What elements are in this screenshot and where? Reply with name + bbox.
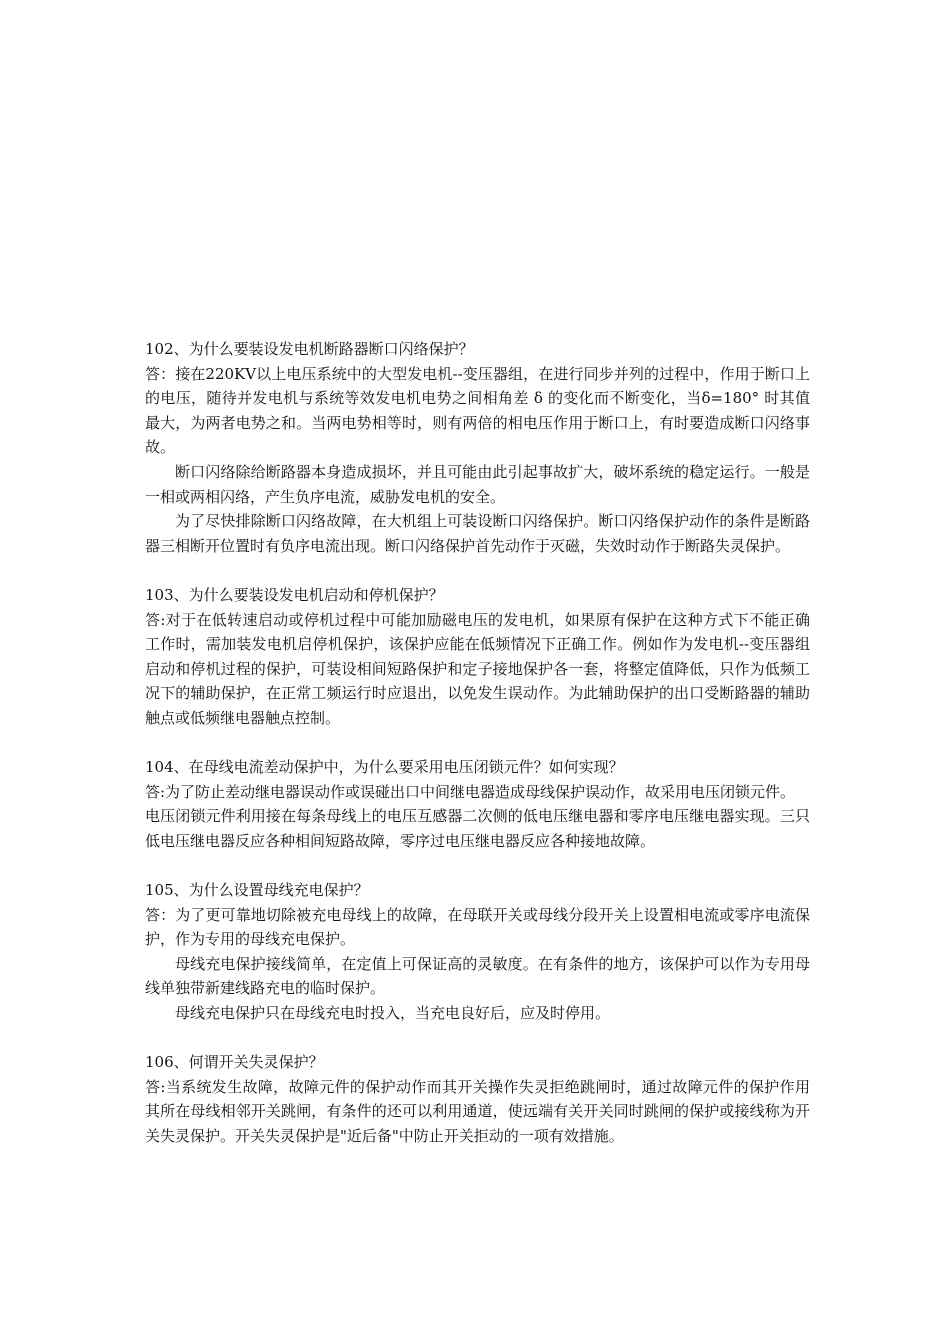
qa-section-104 <box>145 755 810 853</box>
document-body <box>145 337 810 1173</box>
answer-paragraph: 电压闭锁元件利用接在每条母线上的电压互感器二次侧的低电压继电器和零序电压继电器实现。三只低电压继电器反应各种相间短路故障，零序过电压继电器反应各种接地故障。 <box>145 807 810 850</box>
question-heading: 102、为什么要装设发电机断路器断口闪络保护？ <box>145 340 474 358</box>
answer-paragraph: 断口闪络除给断路器本身造成损坏，并且可能由此引起事故扩大，破坏系统的稳定运行。一般是一相或两相闪络，产生负序电流，威胁发电机的安全。 <box>145 462 810 506</box>
qa-section-103 <box>145 583 810 731</box>
qa-section-106 <box>145 1050 810 1148</box>
question-heading: 106、何谓开关失灵保护？ <box>145 1053 324 1072</box>
question-heading: 104、在母线电流差动保护中，为什么要采用电压闭锁元件？如何实现？ <box>145 758 624 777</box>
qa-section-102 <box>145 337 810 558</box>
answer-paragraph: 答：为了更可靠地切除被充电母线上的故障，在母联开关或母线分段开关上设置相电流或零序电流保护，作为专用的母线充电保护。 <box>145 905 810 949</box>
answer-paragraph: 答:为了防止差动继电器误动作或误碰出口中间继电器造成母线保护误动作，故采用电压闭锁元件。 <box>145 782 796 801</box>
answer-paragraph: 母线充电保护接线简单，在定值上可保证高的灵敏度。在有条件的地方，该保护可以作为专用母线单独带新建线路充电的临时保护。 <box>145 954 810 998</box>
question-heading: 105、为什么设置母线充电保护？ <box>145 881 369 900</box>
answer-paragraph: 答：接在220KV以上电压系统中的大型发电机--变压器组，在进行同步并列的过程中，作用于断口上的电压，随待并发电机与系统等效发电机电势之间相角差 δ 的变化而不断变化，当δ=180° 时其值最大，为两者电势之和。当两电势相等时，则有两倍的相电压作用于断口上，有时要造成断口闪络事故。 <box>145 364 810 457</box>
answer-paragraph: 为了尽快排除断口闪络故障，在大机组上可装设断口闪络保护。断口闪络保护动作的条件是断路器三相断开位置时有负序电流出现。断口闪络保护首先动作于灭磁，失效时动作于断路失灵保护。 <box>145 512 810 555</box>
answer-paragraph: 母线充电保护只在母线充电时投入，当充电良好后，应及时停用。 <box>175 1004 611 1023</box>
answer-paragraph: 答:对于在低转速启动或停机过程中可能加励磁电压的发电机，如果原有保护在这种方式下不能正确工作时，需加装发电机启停机保护，该保护应能在低频情况下正确工作。例如作为发电机--变压器组启动和停机过程的保护，可装设相间短路保护和定子接地保护各一套，将整定值降低，只作为低频工况下的辅助保护，在正常工频运行时应退出，以免发生误动作。为此辅助保护的出口受断路器的辅助触点或低频继电器触点控制。 <box>145 610 810 727</box>
answer-paragraph: 答:当系统发生故障，故障元件的保护动作而其开关操作失灵拒绝跳闸时，通过故障元件的保护作用其所在母线相邻开关跳闸，有条件的还可以利用通道，使远端有关开关同时跳闸的保护或接线称为开关失灵保护。开关失灵保护是"近后备"中防止开关拒动的一项有效措施。 <box>145 1077 810 1145</box>
question-heading: 103、为什么要装设发电机启动和停机保护？ <box>145 585 444 604</box>
qa-section-105 <box>145 878 810 1026</box>
